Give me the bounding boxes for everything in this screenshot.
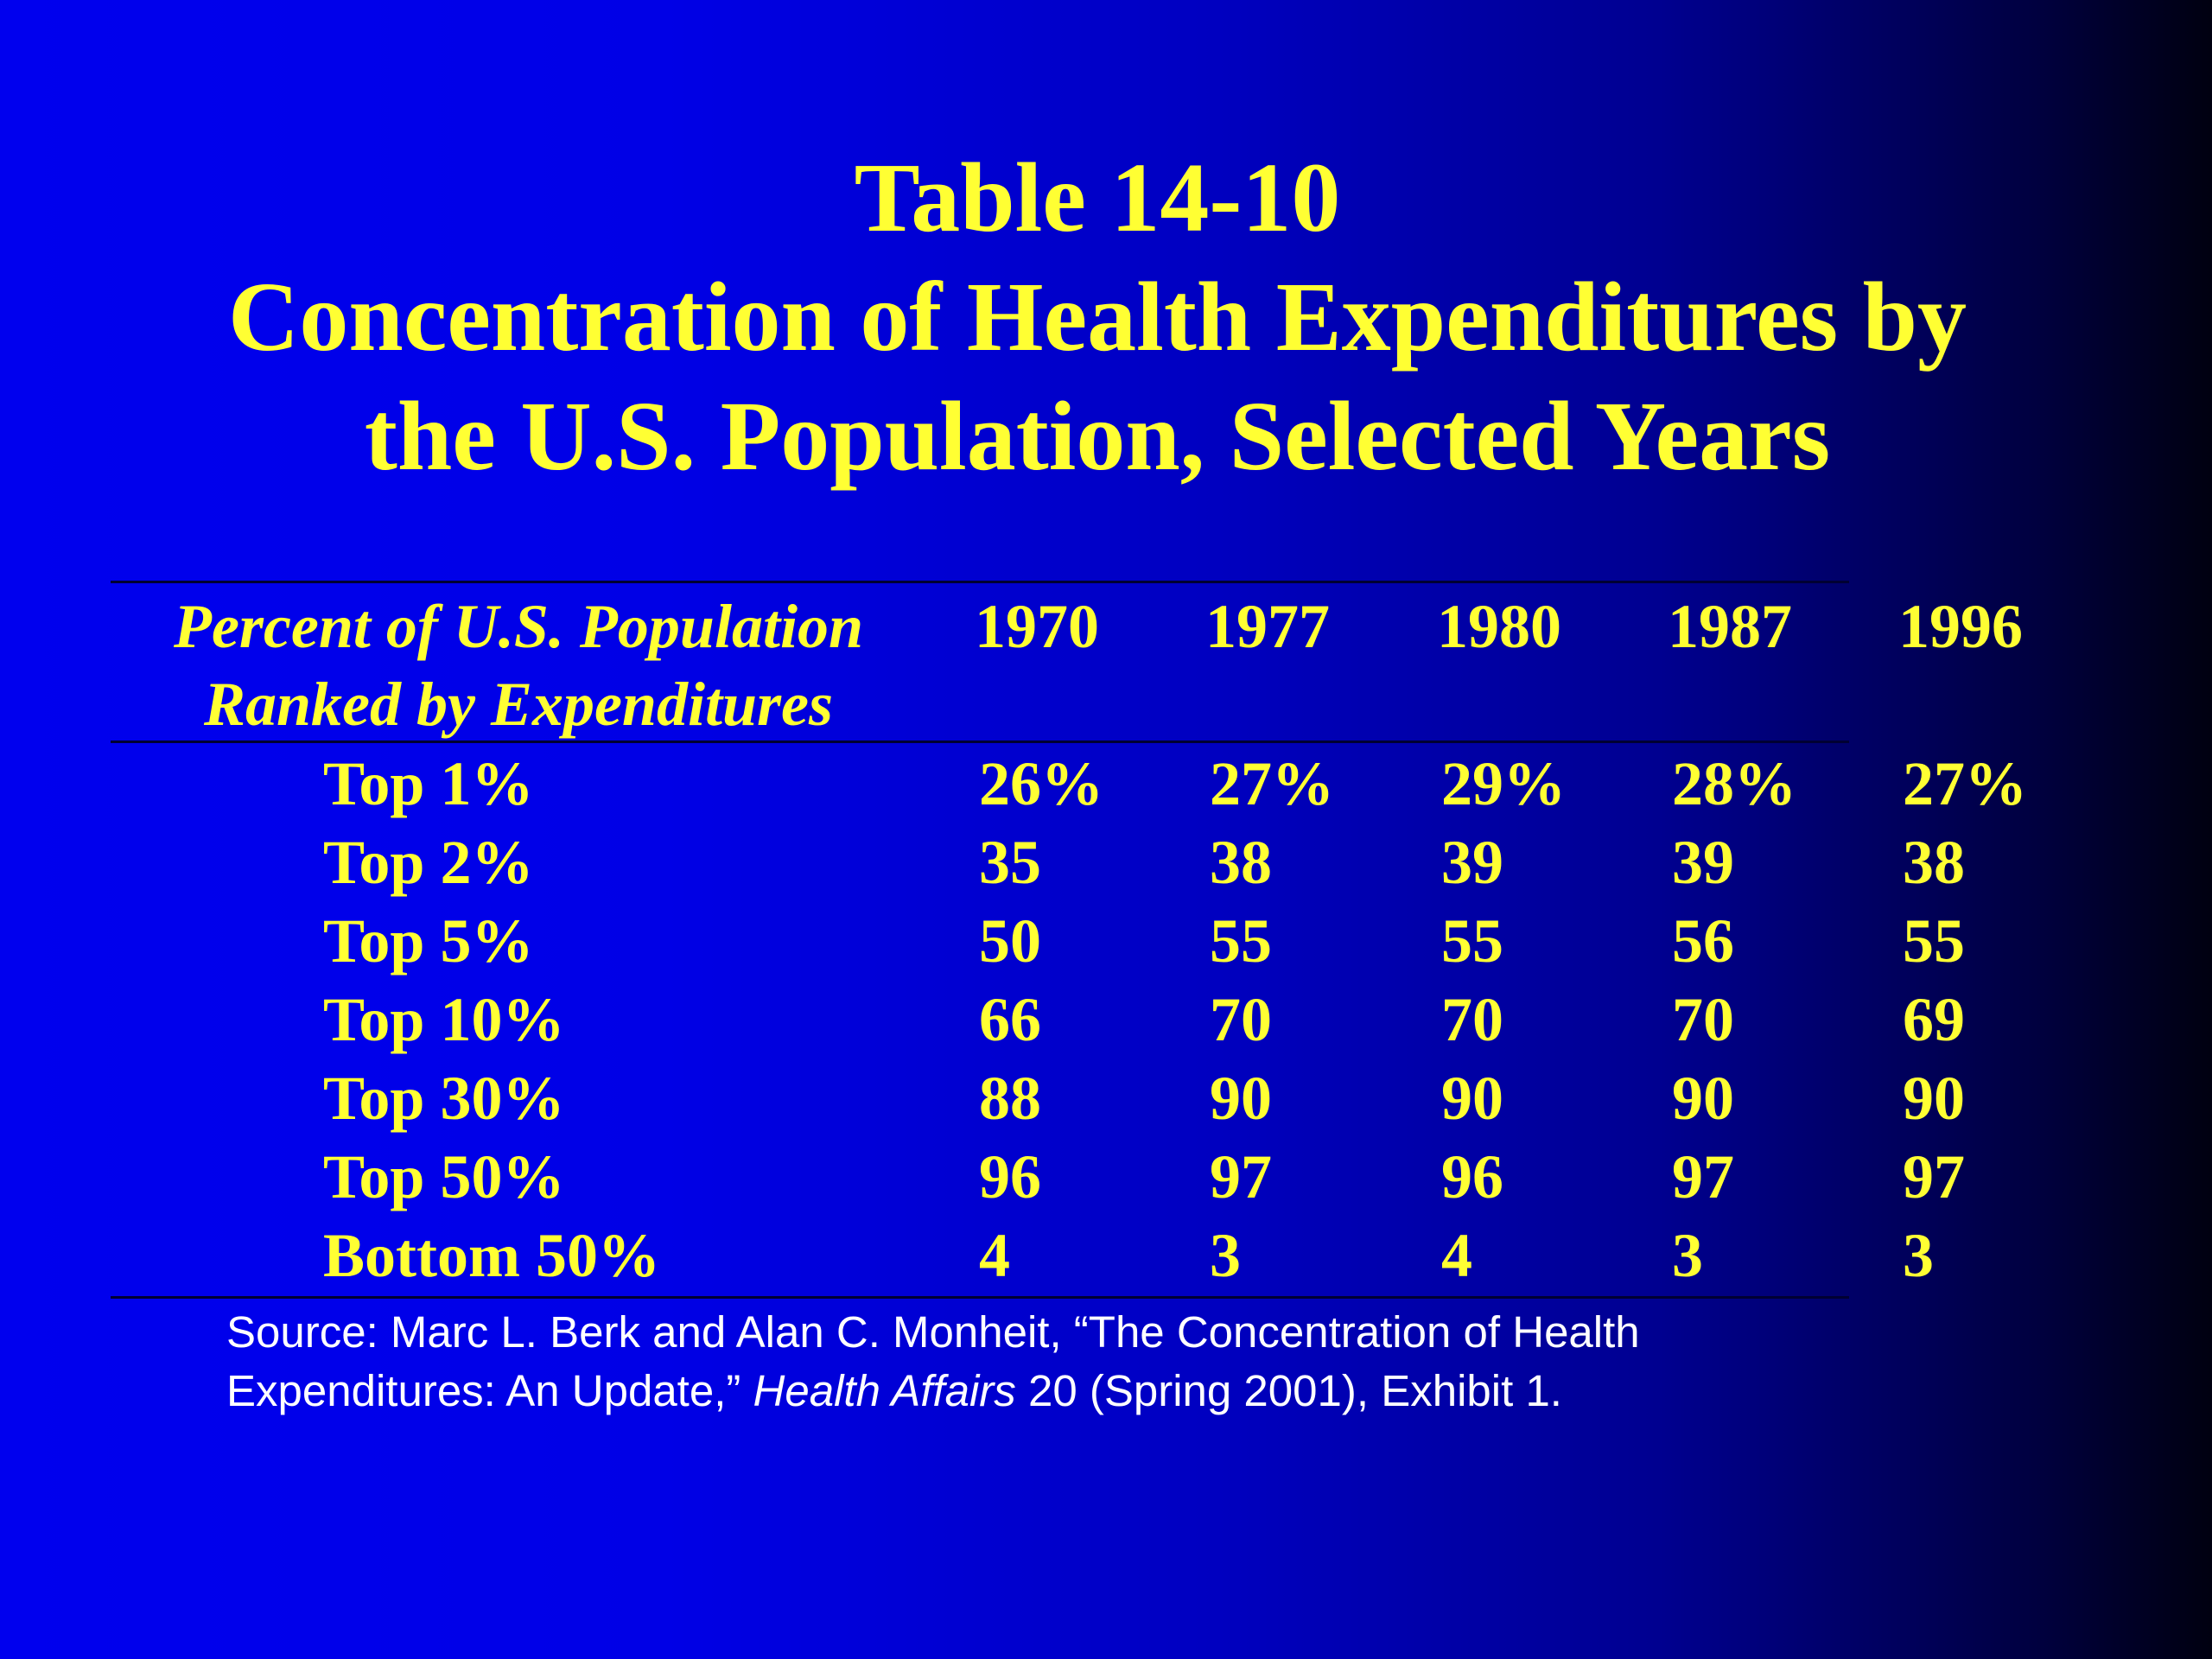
row-label: Top 1% <box>323 749 534 818</box>
table-cell: 4 <box>1441 1221 1472 1290</box>
table-cell: 70 <box>1672 985 1734 1054</box>
column-header-year: 1987 <box>1668 592 1792 661</box>
column-header-label-line-2: Ranked by Expenditures <box>203 670 834 739</box>
table-cell: 50 <box>979 906 1041 976</box>
table-cell: 56 <box>1672 906 1734 976</box>
table-cell: 96 <box>1441 1142 1503 1211</box>
table-cell: 27% <box>1903 749 2027 818</box>
source-line-2-end: 20 (Spring 2001), Exhibit 1. <box>1015 1366 1562 1415</box>
column-header-year: 1996 <box>1898 592 2023 661</box>
source-citation <box>226 1303 2041 1421</box>
table-cell: 28% <box>1672 749 1796 818</box>
row-label: Bottom 50% <box>323 1221 660 1290</box>
table-cell: 3 <box>1903 1221 1934 1290</box>
table-cell: 38 <box>1210 828 1272 897</box>
column-header-year: 1977 <box>1205 592 1330 661</box>
column-header-year: 1980 <box>1437 592 1561 661</box>
journal-title: Health Affairs <box>753 1366 1016 1415</box>
table-top-rule <box>111 581 1849 583</box>
table-cell: 3 <box>1672 1221 1703 1290</box>
column-header-label-line-1: Percent of U.S. Population <box>173 592 863 661</box>
table-cell: 55 <box>1903 906 1965 976</box>
table-cell: 70 <box>1441 985 1503 1054</box>
title-line-3: the U.S. Population, Selected Years <box>364 381 1831 491</box>
table-cell: 88 <box>979 1064 1041 1133</box>
table-cell: 4 <box>979 1221 1010 1290</box>
source-line-1: Source: Marc L. Berk and Alan C. Monheit, “The Concentration of Health <box>226 1307 1640 1357</box>
row-label: Top 2% <box>323 828 534 897</box>
table-cell: 97 <box>1672 1142 1734 1211</box>
table-cell: 90 <box>1441 1064 1503 1133</box>
table-cell: 90 <box>1210 1064 1272 1133</box>
table-cell: 35 <box>979 828 1041 897</box>
title-line-1: Table 14-10 <box>854 143 1341 252</box>
table-cell: 26% <box>979 749 1103 818</box>
column-header-year: 1970 <box>975 592 1099 661</box>
source-line-2 <box>226 1362 2041 1421</box>
table-cell: 97 <box>1210 1142 1272 1211</box>
table-cell: 29% <box>1441 749 1566 818</box>
table-cell: 90 <box>1672 1064 1734 1133</box>
table-cell: 3 <box>1210 1221 1241 1290</box>
table-cell: 96 <box>979 1142 1041 1211</box>
row-label: Top 10% <box>323 985 565 1054</box>
table-cell: 69 <box>1903 985 1965 1054</box>
source-line-2-start: Expenditures: An Update,” <box>226 1366 753 1415</box>
table-cell: 39 <box>1441 828 1503 897</box>
table-bottom-rule <box>111 1296 1849 1299</box>
table-cell: 38 <box>1903 828 1965 897</box>
table-cell: 66 <box>979 985 1041 1054</box>
table-cell: 90 <box>1903 1064 1965 1133</box>
table-cell: 55 <box>1441 906 1503 976</box>
table-cell: 97 <box>1903 1142 1965 1211</box>
table-cell: 70 <box>1210 985 1272 1054</box>
table-cell: 27% <box>1210 749 1334 818</box>
table-cell: 39 <box>1672 828 1734 897</box>
row-label: Top 30% <box>323 1064 565 1133</box>
row-label: Top 50% <box>323 1142 565 1211</box>
row-label: Top 5% <box>323 906 534 976</box>
table-cell: 55 <box>1210 906 1272 976</box>
slide-title <box>0 138 2195 496</box>
title-line-2: Concentration of Health Expenditures by <box>228 262 1967 372</box>
